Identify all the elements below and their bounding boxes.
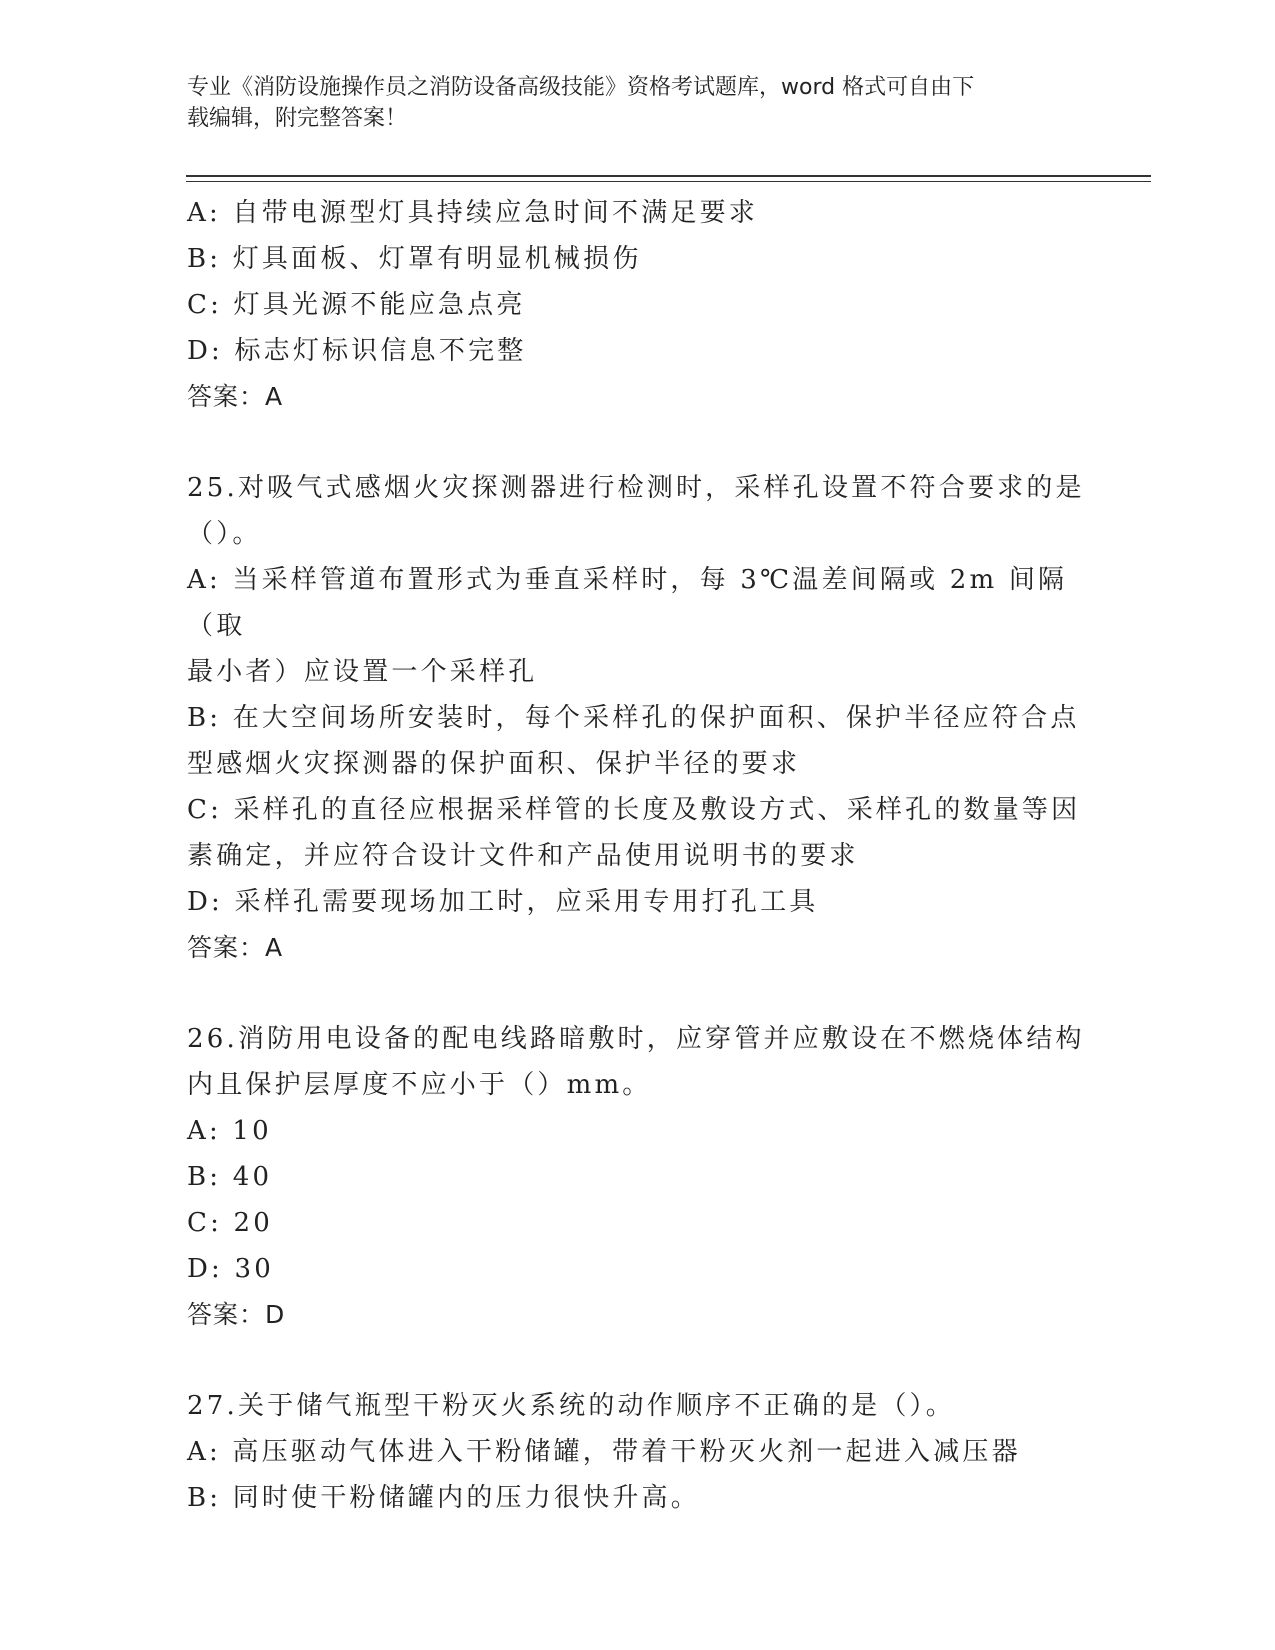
question-stem-line-2: （）。 [187,519,262,549]
question-24-tail [187,190,1087,420]
question-27 [187,1383,1087,1521]
question-spacer [187,971,1087,1016]
header-line-1: 专业《消防设施操作员之消防设备高级技能》资格考试题库，word 格式可自由下 [187,75,975,100]
question-spacer [187,1338,1087,1383]
question-stem-line-1: 25.对吸气式感烟火灾探测器进行检测时，采样孔设置不符合要求的是 [187,473,1085,503]
option-c-line-1: C: 采样孔的直径应根据采样管的长度及敷设方式、采样孔的数量等因 [187,795,1081,825]
question-25 [187,465,1087,971]
option-c: C: 灯具光源不能应急点亮 [187,290,526,320]
question-spacer [187,420,1087,465]
page-header [187,72,1087,134]
question-stem-line-1: 26.消防用电设备的配电线路暗敷时，应穿管并应敷设在不燃烧体结构 [187,1024,1085,1054]
header-rule-thin [186,181,1151,182]
option-d: D: 30 [187,1254,274,1284]
answer-label: 答案：D [187,1300,286,1329]
option-a-line-2: 最小者）应设置一个采样孔 [187,657,538,687]
header-rule-thick [186,175,1151,177]
option-b: B: 同时使干粉储罐内的压力很快升高。 [187,1483,700,1513]
option-a: A: 高压驱动气体进入干粉储罐，带着干粉灭火剂一起进入减压器 [187,1437,1021,1467]
question-content [187,190,1087,1521]
question-stem-line-2: 内且保护层厚度不应小于（）mm。 [187,1070,652,1100]
option-c-line-2: 素确定，并应符合设计文件和产品使用说明书的要求 [187,841,859,871]
question-26 [187,1016,1087,1338]
answer-label: 答案：A [187,933,284,962]
option-b-line-2: 型感烟火灾探测器的保护面积、保护半径的要求 [187,749,801,779]
option-a-line-1: A: 当采样管道布置形式为垂直采样时，每 3℃温差间隔或 2m 间隔（取 [187,565,1068,641]
option-b: B: 40 [187,1162,273,1192]
option-a: A: 10 [187,1116,272,1146]
question-stem: 27.关于储气瓶型干粉灭火系统的动作顺序不正确的是（）。 [187,1391,955,1421]
answer-label: 答案：A [187,382,284,411]
option-a: A: 自带电源型灯具持续应急时间不满足要求 [187,198,759,228]
option-c: C: 20 [187,1208,274,1238]
option-b-line-1: B: 在大空间场所安装时，每个采样孔的保护面积、保护半径应符合点 [187,703,1080,733]
header-line-2: 载编辑，附完整答案！ [187,106,408,131]
option-b: B: 灯具面板、灯罩有明显机械损伤 [187,244,642,274]
option-d: D: 标志灯标识信息不完整 [187,336,527,366]
option-d: D: 采样孔需要现场加工时，应采用专用打孔工具 [187,887,819,917]
